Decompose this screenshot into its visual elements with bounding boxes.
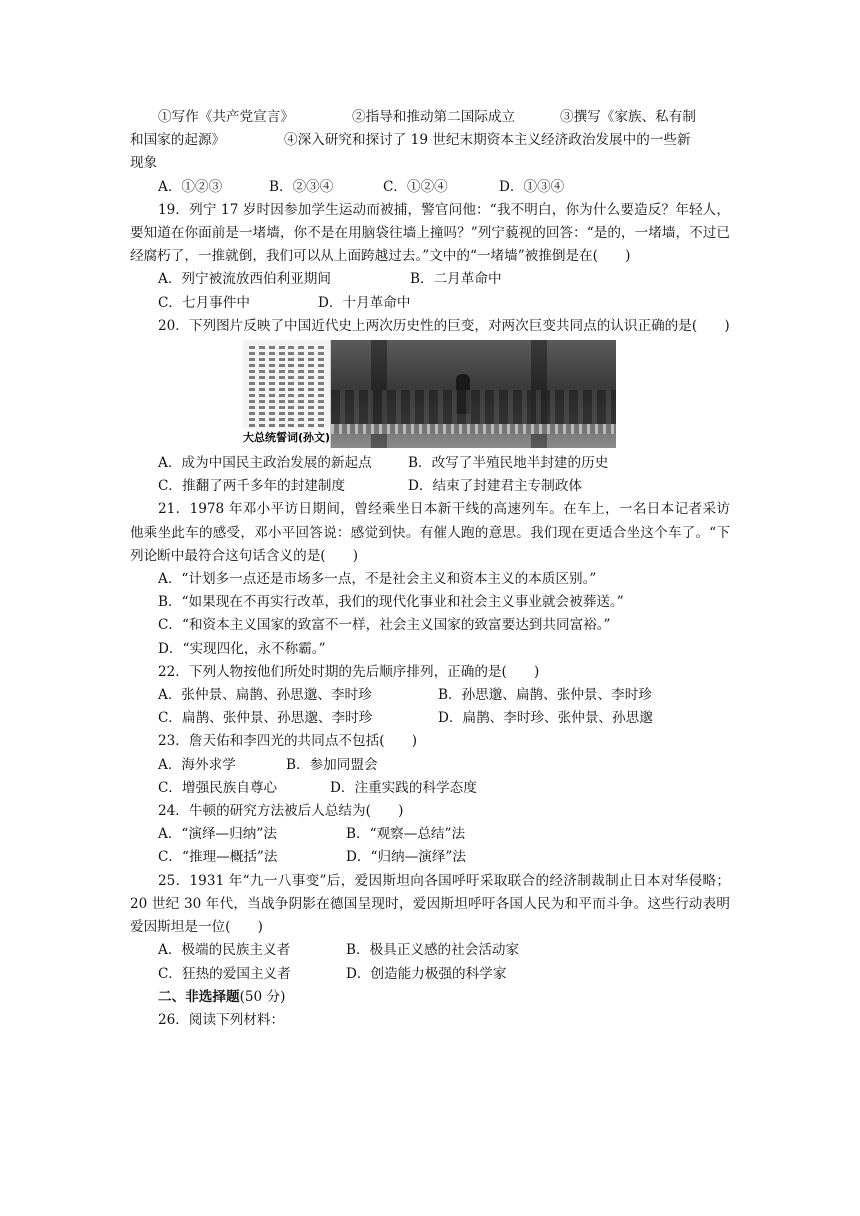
q18-items-line-1 bbox=[130, 106, 730, 129]
q19-options-row-2 bbox=[130, 292, 730, 315]
image-caption: 大总统誓词(孙文) bbox=[243, 428, 330, 448]
q20-option-b: B．改写了半殖民地半封建的历史 bbox=[408, 455, 609, 472]
q21-option-d: D．“实现四化，永不称霸。” bbox=[158, 640, 326, 657]
q23-option-c: C．增强民族自尊心 bbox=[158, 779, 278, 796]
q25-option-a: A．极端的民族主义者 bbox=[158, 942, 291, 959]
section-2-title: 二、非选择题 bbox=[158, 988, 240, 1005]
q21-option-c: C．“和资本主义国家的致富不一样，社会主义国家的致富要达到共同富裕。” bbox=[158, 617, 611, 634]
q22-option-b: B．孙思邈、扁鹊、张仲景、李时珍 bbox=[438, 687, 652, 704]
q24-option-d: D．“归纳—演绎”法 bbox=[346, 849, 466, 866]
q24-option-c: C．“推理—概括”法 bbox=[158, 849, 278, 866]
oath-document-image bbox=[243, 340, 331, 448]
q24-options-row-1 bbox=[130, 823, 730, 846]
q26-stem: 26．阅读下列材料： bbox=[158, 1011, 285, 1028]
q24-stem: 24．牛顿的研究方法被后人总结为( ) bbox=[158, 803, 404, 820]
q20-options-row-1 bbox=[130, 452, 730, 475]
q20-stem: 20．下列图片反映了中国近代史上两次历史性的巨变，对两次巨变共同点的认识正确的是( ) bbox=[158, 317, 730, 334]
q25-option-b: B．极具正义感的社会活动家 bbox=[346, 942, 520, 959]
q23-stem: 23．詹天佑和李四光的共同点不包括( ) bbox=[158, 733, 417, 750]
section-2-score: (50 分) bbox=[239, 988, 286, 1005]
q23-option-b: B．参加同盟会 bbox=[286, 756, 378, 773]
q22-stem: 22．下列人物按他们所处时期的先后顺序排列，正确的是( ) bbox=[158, 663, 540, 680]
q24-options-row-2 bbox=[130, 846, 730, 869]
q23-options-row-2 bbox=[130, 777, 730, 800]
q18-option-c: C．①②④ bbox=[383, 178, 448, 195]
q22-options-row-2 bbox=[130, 707, 730, 730]
q23-option-d: D．注重实践的科学态度 bbox=[330, 779, 477, 796]
section-2-heading bbox=[130, 986, 730, 1009]
q24-option-a: A．“演绎—归纳”法 bbox=[158, 826, 277, 843]
q18-options bbox=[130, 176, 730, 199]
q21-option-b: B．“如果现在不再实行改革，我们的现代化事业和社会主义事业就会被葬送。” bbox=[158, 594, 624, 611]
q18-item-1: ①写作《共产党宣言》 bbox=[158, 109, 294, 125]
q25-options-row-1 bbox=[130, 939, 730, 962]
q18-option-d: D．①③④ bbox=[499, 178, 565, 195]
q18-option-b: B．②③④ bbox=[269, 178, 334, 195]
q20-image bbox=[243, 340, 616, 448]
q19-option-c: C．七月事件中 bbox=[158, 294, 250, 311]
q20-option-a: A．成为中国民主政治发展的新起点 bbox=[158, 455, 372, 472]
q20-option-c: C．推翻了两千多年的封建制度 bbox=[158, 478, 346, 495]
q18-item-4: ④深入研究和探讨了 19 世纪末期资本主义经济政治发展中的一些新 bbox=[284, 132, 691, 149]
q23-options-row-1 bbox=[130, 754, 730, 777]
q22-option-c: C．扁鹊、张仲景、孙思邈、李时珍 bbox=[158, 710, 373, 727]
q18-item-2: ②指导和推动第二国际成立 bbox=[352, 109, 516, 125]
q25-option-d: D．创造能力极强的科学家 bbox=[346, 965, 507, 982]
q21-option-a: A．“计划多一点还是市场多一点，不是社会主义和资本主义的本质区别。” bbox=[158, 571, 597, 588]
q18-option-a: A．①②③ bbox=[158, 178, 223, 195]
q21-stem: 21．1978 年邓小平访日期间，曾经乘坐日本新干线的高速列车。在车上，一名日本记者采访他乘坐此车的感受，邓小平回答说：感觉到快。有催人跑的意思。我们现在更适合坐这个车了。“下列论断中最符合这句话含义的是( ) bbox=[130, 501, 730, 564]
q22-option-d: D．扁鹊、李时珍、张仲景、孙思邈 bbox=[438, 710, 653, 727]
q22-option-a: A．张仲景、扁鹊、孙思邈、李时珍 bbox=[158, 687, 372, 704]
q24-option-b: B．“观察—总结”法 bbox=[346, 826, 466, 843]
q20-option-d: D．结束了封建君主专制政体 bbox=[408, 478, 583, 495]
q18-item-3a: ③撰写《家族、私有制 bbox=[560, 109, 696, 125]
q19-option-a: A．列宁被流放西伯利亚期间 bbox=[158, 271, 331, 288]
q18-items-line-3: 现象 bbox=[130, 155, 158, 172]
question-content bbox=[130, 106, 730, 1032]
q25-options-row-2 bbox=[130, 963, 730, 986]
q25-option-c: C．狂热的爱国主义者 bbox=[158, 965, 291, 982]
founding-ceremony-photo bbox=[331, 340, 616, 448]
q18-items-line-2 bbox=[130, 129, 730, 152]
q20-options-row-2 bbox=[130, 475, 730, 498]
q18-item-3b: 和国家的起源》 bbox=[130, 132, 226, 149]
q23-option-a: A．海外求学 bbox=[158, 756, 236, 773]
q19-options-row-1 bbox=[130, 268, 730, 291]
q19-option-d: D．十月革命中 bbox=[318, 294, 411, 311]
q19-option-b: B．二月革命中 bbox=[410, 271, 502, 288]
q22-options-row-1 bbox=[130, 684, 730, 707]
q25-stem: 25．1931 年“九一八事变”后，爱因斯坦向各国呼吁采取联合的经济制裁制止日本对华侵略；20 世纪 30 年代，当战争阴影在德国呈现时，爱因斯坦呼吁各国人民为和平而斗争。这些行动表明爱因斯坦是一位( ) bbox=[130, 872, 730, 936]
q19-stem: 19．列宁 17 岁时因参加学生运动而被捕，警官问他：“我不明白，你为什么要造反？年轻人，要知道在你面前是一堵墙，你不是在用脑袋往墙上撞吗？”列宁藐视的回答：“是的，一堵墙，不过已经腐朽了，一推就倒，我们可以从上面跨越过去。”文中的“一堵墙”被推倒是在( ) bbox=[130, 201, 730, 265]
